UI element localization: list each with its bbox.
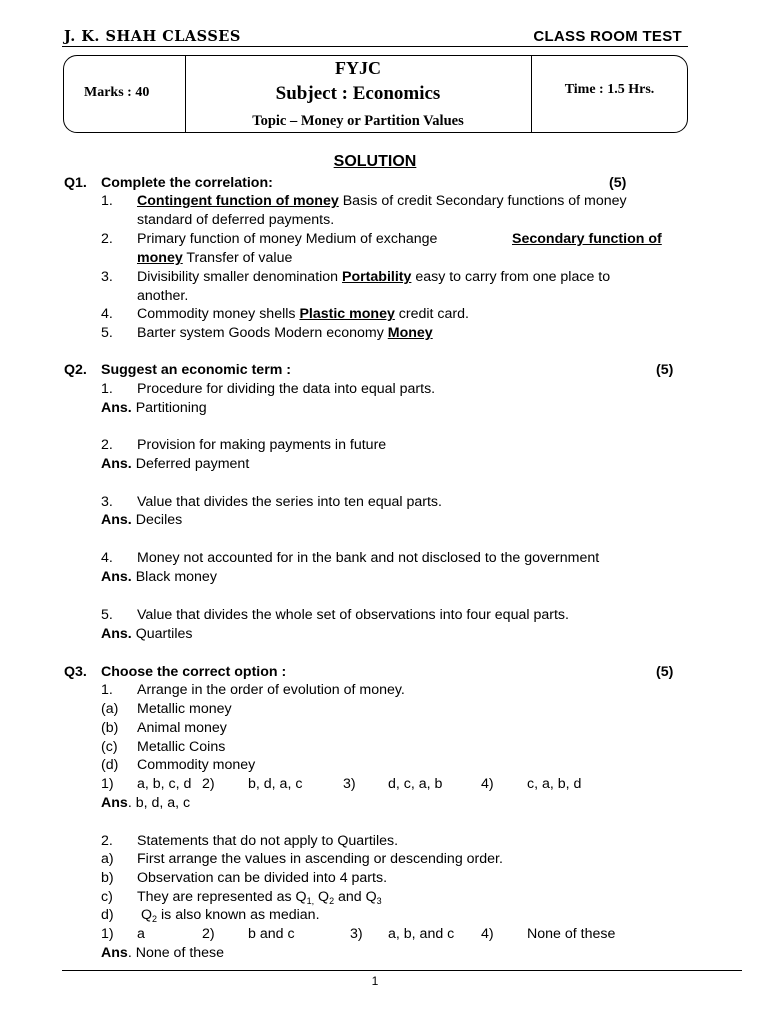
q1-item-2-answer-part-1: Secondary function of <box>512 231 662 247</box>
q1-title: Complete the correlation: <box>101 175 273 191</box>
option-key: (d) <box>101 757 119 773</box>
choice-key: 2) <box>202 926 215 942</box>
q2-item-number: 4. <box>101 550 113 566</box>
q1-label: Q1. <box>64 175 87 191</box>
q3-part-2-question: Statements that do not apply to Quartiles. <box>137 833 399 849</box>
option-text: They are represented as $Q_{1,}$ $Q_2$ and $Q_3$ <box>137 889 382 906</box>
option-text: Observation can be divided into 4 parts. <box>137 870 388 886</box>
q1-item-number: 3. <box>101 269 113 285</box>
q3-marks: (5) <box>656 664 674 680</box>
q3-part-number: 1. <box>101 682 113 698</box>
q2-item-number: 5. <box>101 607 113 623</box>
choice-key: 2) <box>202 776 215 792</box>
q3-part-2-answer: Ans. None of these <box>101 945 225 961</box>
time-label: Time : 1.5 Hrs. <box>564 82 655 97</box>
q2-item-question: Provision for making payments in future <box>137 437 387 453</box>
q1-item-3-line-1: Divisibility smaller denomination Portability easy to carry from one place to <box>137 269 611 285</box>
option-key: a) <box>101 851 114 867</box>
q1-item-4: Commodity money shells Plastic money credit card. <box>137 306 469 322</box>
option-key: c) <box>101 889 113 905</box>
q1-item-5-answer: Money <box>387 325 433 341</box>
choice-key: 1) <box>101 926 114 942</box>
q1-item-2-line-2: money Transfer of value <box>137 250 293 266</box>
choice-text: None of these <box>527 926 616 942</box>
choice-text: a, b, c, d <box>137 776 192 792</box>
topic-label: Topic – Money or Partition Values <box>252 113 464 129</box>
q3-part-1-question: Arrange in the order of evolution of money. <box>137 682 405 698</box>
q2-item-number: 3. <box>101 494 113 510</box>
q1-item-2-line-1 <box>137 231 437 247</box>
q1-item-5: Barter system Goods Modern economy Money <box>137 325 433 341</box>
solution-title: SOLUTION <box>333 153 417 170</box>
q1-item-number: 4. <box>101 306 113 322</box>
marks-label: Marks : 40 <box>84 85 150 100</box>
q2-item-answer: Ans. Deferred payment <box>101 456 250 472</box>
q2-item-number: 2. <box>101 437 113 453</box>
q1-item-4-answer: Plastic money <box>299 306 395 322</box>
subject-label: Subject : Economics <box>275 83 441 104</box>
q1-item-number: 1. <box>101 193 113 209</box>
option-text: First arrange the values in ascending or descending order. <box>137 851 503 867</box>
option-text: Commodity money <box>137 757 256 773</box>
q2-item-answer: Ans. Partitioning <box>101 400 207 416</box>
q2-item-question: Value that divides the series into ten equal parts. <box>137 494 442 510</box>
q1-item-2-answer-part-2: money <box>137 250 183 266</box>
choice-key: 4) <box>481 776 494 792</box>
q1-item-number: 5. <box>101 325 113 341</box>
q1-item-3-answer: Portability <box>342 269 412 285</box>
q1-item-1-line-1 <box>137 193 627 209</box>
option-key: (c) <box>101 739 118 755</box>
q2-title: Suggest an economic term : <box>101 362 291 378</box>
q2-item-answer: Ans. Quartiles <box>101 626 193 642</box>
q3-label: Q3. <box>64 664 87 680</box>
choice-text: d, c, a, b <box>388 776 443 792</box>
q1-marks: (5) <box>609 175 627 191</box>
option-text: $Q_2$ is also known as median. <box>141 907 320 924</box>
q1-item-1-answer: Contingent function of money <box>137 193 339 209</box>
option-key: (a) <box>101 701 119 717</box>
header-rule <box>62 46 688 47</box>
choice-key: 3) <box>343 776 356 792</box>
option-key: (b) <box>101 720 119 736</box>
choice-key: 4) <box>481 926 494 942</box>
q2-item-question: Value that divides the whole set of observations into four equal parts. <box>137 607 569 623</box>
choice-text: c, a, b, d <box>527 776 582 792</box>
class-label: FYJC <box>335 58 381 78</box>
page-number: 1 <box>371 974 379 988</box>
q1-item-1-text: Basis of credit Secondary functions of money <box>338 193 627 209</box>
option-text: Animal money <box>137 720 227 736</box>
q3-part-number: 2. <box>101 833 113 849</box>
q3-title: Choose the correct option : <box>101 664 287 680</box>
q2-marks: (5) <box>656 362 674 378</box>
q2-item-answer: Ans. Deciles <box>101 512 183 528</box>
q1-item-number: 2. <box>101 231 113 247</box>
q2-label: Q2. <box>64 362 87 378</box>
option-key: d) <box>101 907 114 923</box>
q1-item-3-line-2: another. <box>137 288 189 304</box>
q2-item-number: 1. <box>101 381 113 397</box>
q1-item-1-line-2: standard of deferred payments. <box>137 212 335 228</box>
test-type: CLASS ROOM TEST <box>533 28 682 45</box>
q2-item-question: Money not accounted for in the bank and not disclosed to the government <box>137 550 600 566</box>
q1-item-2-text: Primary function of money Medium of exchange <box>137 231 438 247</box>
choice-key: 3) <box>350 926 363 942</box>
choice-text: a, b, and c <box>388 926 455 942</box>
institute-name: J. K. SHAH CLASSES <box>64 28 241 45</box>
footer-rule <box>62 970 742 971</box>
option-text: Metallic money <box>137 701 232 717</box>
q3-part-1-answer: Ans. b, d, a, c <box>101 795 191 811</box>
choice-text: b and c <box>248 926 295 942</box>
q2-item-answer: Ans. Black money <box>101 569 217 585</box>
choice-key: 1) <box>101 776 114 792</box>
q2-item-question: Procedure for dividing the data into equal parts. <box>137 381 436 397</box>
choice-text: a <box>137 926 145 942</box>
info-box <box>63 55 688 133</box>
option-text: Metallic Coins <box>137 739 226 755</box>
option-key: b) <box>101 870 114 886</box>
choice-text: b, d, a, c <box>248 776 303 792</box>
